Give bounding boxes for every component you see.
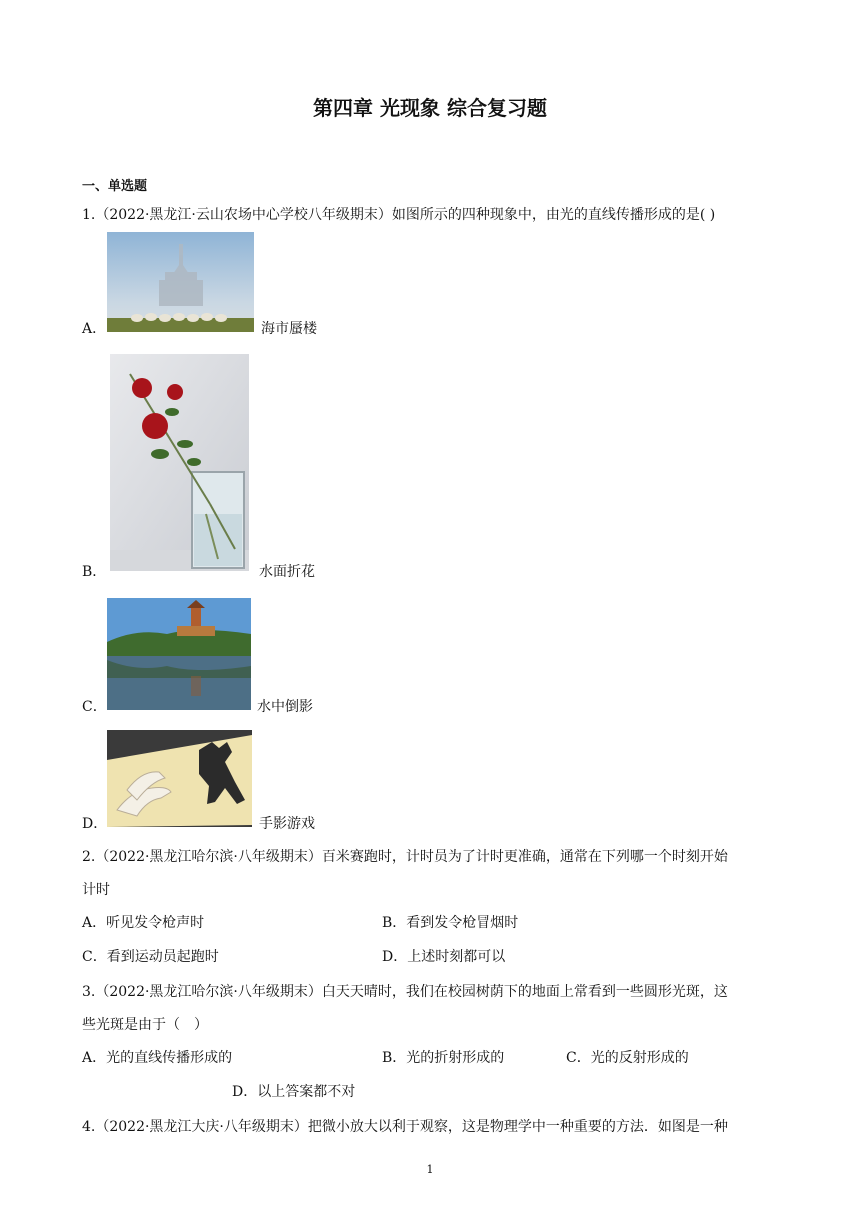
page-title: 第四章 光现象 综合复习题 [313,96,547,120]
option-d-caption: 手影游戏 [259,816,315,832]
option-b-letter: B． [82,564,107,580]
question-3-option-d: D．以上答案都不对 [232,1084,356,1100]
question-2-option-c: C．看到运动员起跑时 [82,949,219,965]
option-a-image [107,232,254,332]
option-b-caption: 水面折花 [259,564,315,580]
question-2-option-b: B．看到发令枪冒烟时 [382,915,519,931]
option-c-image [107,598,251,710]
option-a-caption: 海市蜃楼 [261,321,317,337]
option-a-letter: A． [82,321,107,337]
section-heading: 一、单选题 [82,179,148,194]
option-c-letter: C． [82,699,107,715]
option-b-image [110,354,249,571]
question-2-stem-line2: 计时 [82,882,110,898]
question-2-option-d: D．上述时刻都可以 [382,949,506,965]
question-3-option-a: A．光的直线传播形成的 [82,1050,233,1066]
question-3-option-c: C．光的反射形成的 [566,1050,689,1066]
option-c-caption: 水中倒影 [257,699,313,715]
option-d-letter: D． [82,816,108,832]
question-3-stem-line2: 些光斑是由于（ ） [82,1017,208,1033]
question-2-option-a: A．听见发令枪声时 [82,915,205,931]
page-number: 1 [426,1163,434,1176]
option-d-image [107,730,252,827]
question-4-stem-line1: 4.（2022·黑龙江大庆·八年级期末）把微小放大以利于观察，这是物理学中一种重要的方法．如图是一种 [82,1119,728,1135]
question-3-stem-line1: 3.（2022·黑龙江哈尔滨·八年级期末）白天天晴时，我们在校园树荫下的地面上常看到一些圆形光斑，这 [82,984,728,1000]
question-1-stem: 1.（2022·黑龙江·云山农场中心学校八年级期末）如图所示的四种现象中，由光的直线传播形成的是( ) [82,207,716,223]
question-2-stem-line1: 2.（2022·黑龙江哈尔滨·八年级期末）百米赛跑时，计时员为了计时更准确，通常在下列哪一个时刻开始 [82,849,728,865]
question-3-option-b: B．光的折射形成的 [382,1050,505,1066]
